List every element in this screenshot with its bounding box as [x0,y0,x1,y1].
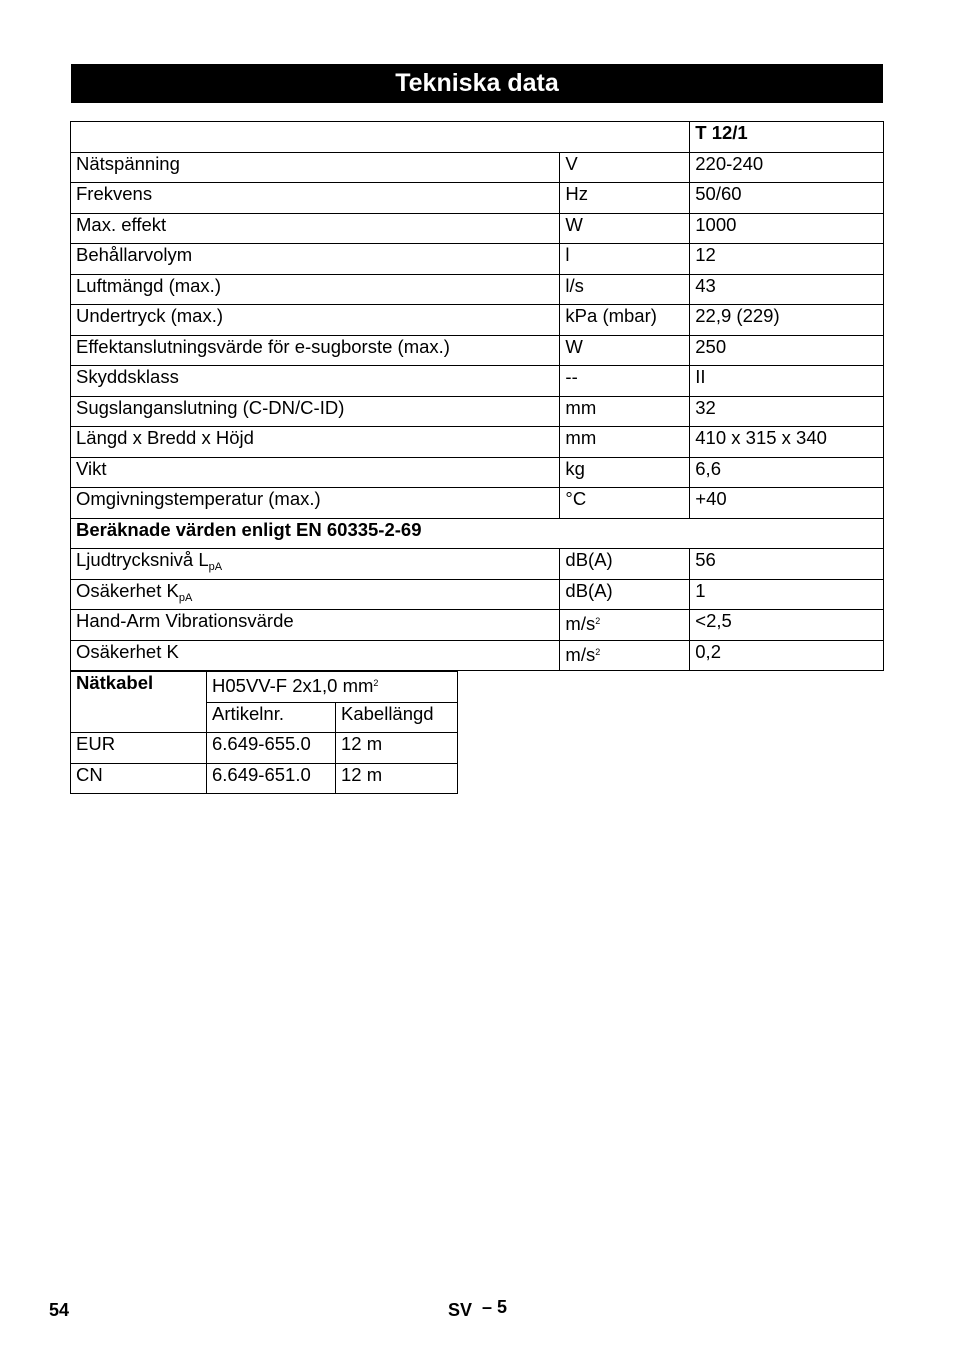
row-label: Max. effekt [71,213,560,244]
row-value: 56 [690,549,884,580]
cable-article: 6.649-655.0 [207,733,336,764]
row-label: Effektanslutningsvärde för e-sugborste (max.) [71,335,560,366]
power-cable-table [70,671,458,794]
unit-text: m/s [565,643,596,665]
cable-length: 12 m [336,763,458,794]
section-heading: Beräknade värden enligt EN 60335-2-69 [71,518,884,549]
cable-article: 6.649-651.0 [207,763,336,794]
row-label: Vikt [71,457,560,488]
row-value: 32 [690,396,884,427]
row-unit: W [560,335,690,366]
cable-heading: Nätkabel [71,672,207,733]
cable-region: EUR [71,733,207,764]
label-subscript: pA [178,591,193,604]
cable-type-superscript: 2 [373,678,379,688]
table-row [71,305,884,336]
row-value: 12 [690,244,884,275]
row-unit: Hz [560,183,690,214]
row-label: Längd x Bredd x Höjd [71,427,560,458]
table-row [71,457,884,488]
label-text: Osäkerhet K [76,579,179,601]
row-label: Skyddsklass [71,366,560,397]
row-value: II [690,366,884,397]
row-value: 6,6 [690,457,884,488]
row-value: 0,2 [690,640,884,671]
table-row [71,640,884,671]
language-code: SV [448,1300,473,1320]
table-row [71,366,884,397]
table-row [71,549,884,580]
cable-length: 12 m [336,733,458,764]
row-value: 250 [690,335,884,366]
table-row [71,244,884,275]
row-unit: l/s [560,274,690,305]
label-text: Ljudtrycksnivå L [76,549,209,570]
row-unit: kPa (mbar) [560,305,690,336]
table-row [71,152,884,183]
cable-type [207,672,458,703]
row-value: +40 [690,488,884,519]
table-row [71,183,884,214]
row-label: Osäkerhet K [71,640,560,671]
table-row [71,488,884,519]
column-header-length: Kabellängd [336,702,458,733]
row-value: 43 [690,274,884,305]
table-row [71,335,884,366]
row-unit: W [560,213,690,244]
row-value: 410 x 315 x 340 [690,427,884,458]
row-value: 1 [690,579,884,610]
page-number: 54 [49,1300,70,1320]
unit-superscript: 2 [595,646,601,657]
row-label [71,579,560,610]
row-unit [560,610,690,641]
row-unit: kg [560,457,690,488]
unit-text: m/s [565,613,596,634]
table-row [71,213,884,244]
table-row [71,396,884,427]
table-row [71,672,458,703]
label-subscript: pA [208,561,223,573]
row-value: 22,9 (229) [690,305,884,336]
model-header: T 12/1 [690,122,884,153]
table-row [71,763,458,794]
row-label: Nätspänning [71,152,560,183]
row-unit: dB(A) [560,579,690,610]
row-label: Behållarvolym [71,244,560,275]
page-title: Tekniska data [71,64,883,103]
section-page-number: – 5 [482,1297,508,1317]
row-label: Undertryck (max.) [71,305,560,336]
table-row [71,274,884,305]
row-value: 220-240 [690,152,884,183]
table-header-row [71,122,884,153]
section-heading-row [71,518,884,549]
row-label: Frekvens [71,183,560,214]
table-row [71,427,884,458]
row-label: Sugslanganslutning (C-DN/C-ID) [71,396,560,427]
row-label: Hand-Arm Vibrationsvärde [71,610,560,641]
row-value: 1000 [690,213,884,244]
cable-type-text: H05VV-F 2x1,0 mm [212,675,374,696]
row-unit: dB(A) [560,549,690,580]
row-label: Luftmängd (max.) [71,274,560,305]
row-value: <2,5 [690,610,884,641]
row-label [71,549,560,580]
row-unit [560,640,690,671]
table-row [71,610,884,641]
row-unit: -- [560,366,690,397]
unit-superscript: 2 [595,616,601,626]
table-row [71,733,458,764]
row-unit: mm [560,427,690,458]
cable-region: CN [71,763,207,794]
row-unit: °C [560,488,690,519]
row-unit: l [560,244,690,275]
row-unit: mm [560,396,690,427]
technical-data-table [70,121,884,671]
row-label: Omgivningstemperatur (max.) [71,488,560,519]
column-header-article: Artikelnr. [207,702,336,733]
row-unit: V [560,152,690,183]
row-value: 50/60 [690,183,884,214]
table-row [71,579,884,610]
header-empty-cell [71,122,690,153]
